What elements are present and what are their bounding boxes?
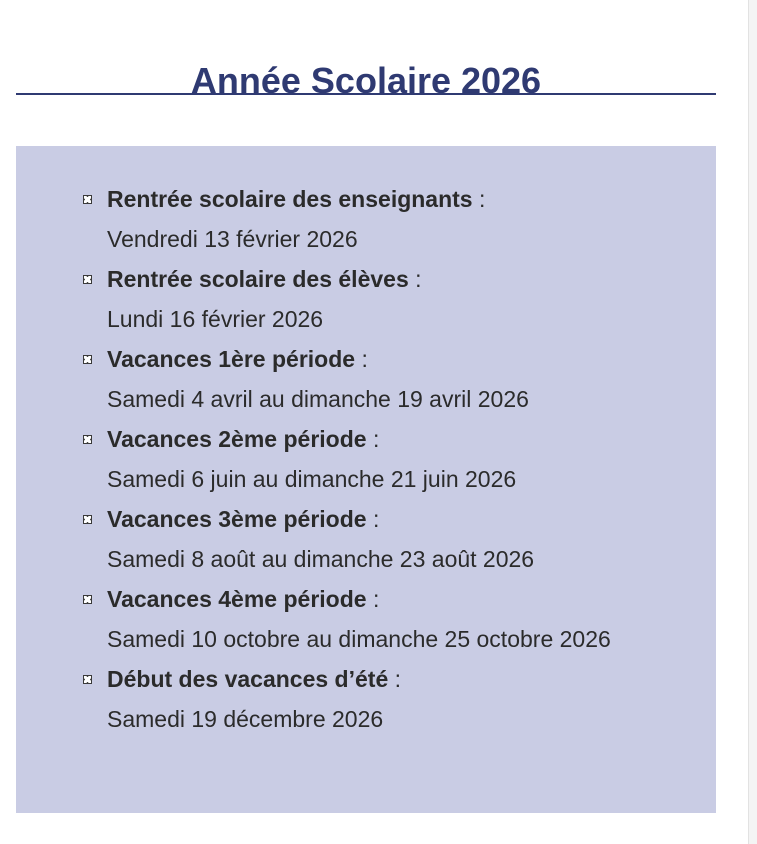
list-item [16,499,716,579]
list-item [16,339,716,419]
event-heading [107,661,401,697]
list-item [16,179,716,259]
event-heading [107,341,368,377]
list-item [16,259,716,339]
event-label: Début des vacances d’été [107,666,389,692]
event-date: Samedi 6 juin au dimanche 21 juin 2026 [107,466,517,492]
event-label: Vacances 1ère période [107,346,356,372]
event-date: Samedi 10 octobre au dimanche 25 octobre 2026 [107,626,611,652]
event-label: Rentrée scolaire des enseignants [107,186,473,212]
square-bullet-icon [83,275,92,284]
square-bullet-icon [83,595,92,604]
square-bullet-icon [83,355,92,364]
event-separator: : [408,266,422,292]
event-separator: : [366,426,380,452]
event-heading [107,421,379,457]
event-date: Lundi 16 février 2026 [107,306,324,332]
event-separator: : [366,506,380,532]
list-item [16,419,716,499]
event-label: Vacances 4ème période [107,586,367,612]
title-divider [16,93,716,95]
event-label: Rentrée scolaire des élèves [107,266,409,292]
school-calendar-list [16,179,716,739]
event-date: Samedi 19 décembre 2026 [107,706,384,732]
event-separator: : [366,586,380,612]
square-bullet-icon [83,515,92,524]
square-bullet-icon [83,675,92,684]
event-date: Samedi 4 avril au dimanche 19 avril 2026 [107,386,529,412]
page-title: Année Scolaire 2026 [190,60,542,102]
list-item [16,659,716,739]
square-bullet-icon [83,435,92,444]
square-bullet-icon [83,195,92,204]
event-heading [107,581,379,617]
event-heading [107,181,485,217]
event-heading [107,261,422,297]
event-separator: : [472,186,486,212]
event-label: Vacances 2ème période [107,426,367,452]
event-label: Vacances 3ème période [107,506,367,532]
event-date: Samedi 8 août au dimanche 23 août 2026 [107,546,535,572]
scrollbar-track[interactable] [748,0,757,844]
event-separator: : [388,666,402,692]
school-calendar-panel [16,146,716,813]
event-date: Vendredi 13 février 2026 [107,226,358,252]
event-heading [107,501,379,537]
list-item [16,579,716,659]
event-separator: : [355,346,368,372]
